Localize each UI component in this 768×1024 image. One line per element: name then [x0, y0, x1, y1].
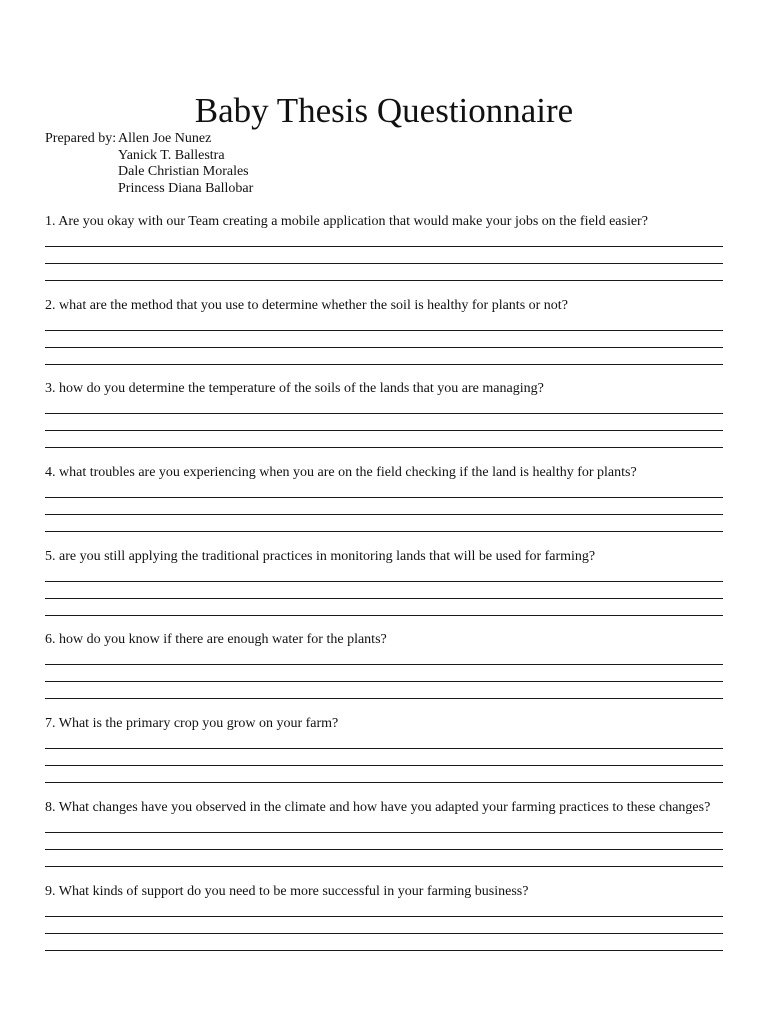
document-title: Baby Thesis Questionnaire — [194, 91, 574, 130]
question-item — [45, 799, 723, 883]
question-item — [45, 213, 723, 297]
answer-line[interactable] — [45, 615, 723, 616]
prepared-by-indent — [45, 148, 118, 165]
question-item — [45, 297, 723, 381]
question-item — [45, 548, 723, 632]
answer-line[interactable] — [45, 681, 723, 682]
question-text: 5. are you still applying the traditional practices in monitoring lands that will be used for farming? — [45, 548, 596, 564]
answer-line[interactable] — [45, 698, 723, 699]
author-name: Allen Joe Nunez — [118, 131, 212, 146]
answer-line[interactable] — [45, 280, 723, 281]
answer-line[interactable] — [45, 531, 723, 532]
answer-line[interactable] — [45, 866, 723, 867]
question-item — [45, 883, 723, 967]
prepared-by-row — [45, 181, 253, 198]
question-item — [45, 464, 723, 548]
prepared-by-label: Prepared by: — [45, 131, 117, 146]
question-text: 4. what troubles are you experiencing when you are on the field checking if the land is healthy for plants? — [45, 465, 637, 481]
question-text: 8. What changes have you observed in the climate and how have you adapted your farming practices to these changes? — [45, 799, 711, 815]
answer-line[interactable] — [45, 950, 723, 951]
answer-line[interactable] — [45, 364, 723, 365]
answer-line[interactable] — [45, 916, 723, 917]
questions-list — [45, 213, 723, 966]
answer-line[interactable] — [45, 430, 723, 431]
answer-line[interactable] — [45, 598, 723, 599]
prepared-by-indent — [45, 181, 118, 198]
answer-line[interactable] — [45, 849, 723, 850]
question-item — [45, 715, 723, 799]
prepared-by-block — [45, 131, 253, 197]
answer-line[interactable] — [45, 748, 723, 749]
answer-line[interactable] — [45, 514, 723, 515]
question-text: 1. Are you okay with our Team creating a mobile application that would make your jobs on the field easier? — [45, 214, 648, 229]
author-name: Princess Diana Ballobar — [118, 180, 254, 196]
answer-line[interactable] — [45, 497, 723, 498]
prepared-by-row — [45, 164, 253, 181]
answer-line[interactable] — [45, 246, 723, 247]
answer-line[interactable] — [45, 832, 723, 833]
author-name: Yanick T. Ballestra — [118, 147, 225, 163]
answer-line[interactable] — [45, 782, 723, 783]
answer-line[interactable] — [45, 933, 723, 934]
question-text: 3. how do you determine the temperature of the soils of the lands that you are managing? — [45, 381, 544, 397]
answer-line[interactable] — [45, 330, 723, 331]
answer-line[interactable] — [45, 263, 723, 264]
answer-line[interactable] — [45, 581, 723, 582]
prepared-by-row — [45, 131, 253, 148]
question-item — [45, 380, 723, 464]
answer-line[interactable] — [45, 347, 723, 348]
question-text: 7. What is the primary crop you grow on your farm? — [45, 716, 339, 732]
answer-line[interactable] — [45, 664, 723, 665]
prepared-by-indent — [45, 164, 118, 181]
prepared-by-row — [45, 148, 253, 165]
answer-line[interactable] — [45, 413, 723, 414]
question-text: 2. what are the method that you use to determine whether the soil is healthy for plants or not? — [45, 297, 568, 313]
answer-line[interactable] — [45, 447, 723, 448]
answer-line[interactable] — [45, 765, 723, 766]
question-text: 6. how do you know if there are enough water for the plants? — [45, 632, 387, 648]
question-item — [45, 631, 723, 715]
question-text: 9. What kinds of support do you need to be more successful in your farming business? — [45, 883, 529, 899]
author-name: Dale Christian Morales — [118, 164, 249, 179]
